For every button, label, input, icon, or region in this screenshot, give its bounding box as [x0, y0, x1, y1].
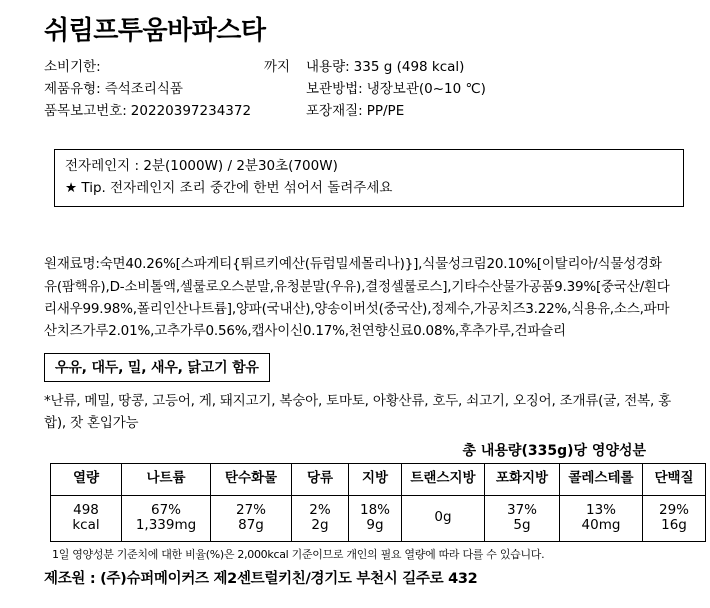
packaging-value: PP/PE: [366, 102, 405, 119]
nutrition-protein-percent: 29%: [658, 501, 689, 518]
nutrition-sugars-percent: 2%: [309, 501, 331, 518]
manufacturer-value: (주)슈퍼메이커즈 제2센트럴키친/경기도 부천시 길주로 432: [100, 571, 478, 588]
nutrition-cholesterol-percent: 13%: [585, 501, 616, 518]
nutrition-cell-cholesterol: [560, 496, 643, 542]
nutrition-carbohydrate-percent: 27%: [235, 501, 266, 518]
info-row-product-type: [44, 79, 306, 101]
nutrition-saturatedfat-percent: 37%: [506, 501, 537, 518]
nutrition-cell-carbohydrate: [211, 496, 292, 542]
storage-label: 보관방법:: [306, 81, 363, 98]
nutrition-header-row: [51, 464, 706, 496]
nutrition-header-carbohydrate: 탄수화물: [211, 464, 292, 496]
expiry-label: 소비기한:: [44, 59, 101, 76]
nutrition-cell-protein: [643, 496, 706, 542]
may-contain-text: *난류, 메밀, 땅콩, 고등어, 게, 돼지고기, 복숭아, 토마토, 아황산류, 호두, 쇠고기, 오징어, 조개류(굴, 전복, 홍합), 잣 혼입가능: [44, 392, 671, 431]
report-number-value: 20220397234372: [130, 102, 252, 119]
nutrition-cell-fat: [349, 496, 402, 542]
packaging-label: 포장재질:: [306, 102, 363, 119]
info-row-report-number: [44, 101, 306, 123]
net-weight-label: 내용량:: [306, 59, 350, 76]
nutrition-transfat-amount: 0g: [434, 509, 452, 526]
info-row-packaging: [306, 101, 672, 123]
product-info-left-column: [44, 57, 306, 123]
cooking-instruction-tip: ★ Tip. 전자레인지 조리 중간에 한번 섞어서 돌려주세요: [65, 180, 393, 197]
expiry-value: 까지: [263, 59, 290, 76]
product-info-right-column: [306, 57, 672, 123]
nutrition-calories-unit: kcal: [72, 517, 100, 534]
nutrition-fat-percent: 18%: [359, 501, 390, 518]
nutrition-sugars-amount: 2g: [311, 517, 329, 534]
nutrition-table: [50, 463, 706, 542]
nutrition-cell-sodium: [122, 496, 211, 542]
manufacturer-label: 제조원 :: [44, 571, 96, 588]
nutrition-header-protein: 단백질: [643, 464, 706, 496]
nutrition-cell-transfat: [402, 496, 485, 542]
product-info-block: [44, 57, 672, 123]
nutrition-header-transfat: 트랜스지방: [402, 464, 485, 496]
manufacturer-row: [44, 567, 672, 588]
nutrition-protein-amount: 16g: [661, 517, 687, 534]
nutrition-sodium-amount: 1,339mg: [135, 517, 197, 534]
info-row-expiry: [44, 57, 290, 79]
ingredients-text: 원재료명:숙면40.26%[스파게티{튀르키예산(듀럼밀세몰리나)}],식물성크림20.10%[이탈리아/식물성경화유(팜핵유),D-소비톨액,셀룰로오스분말,유청분말(우유),결정셀룰로스],기타수산물가공품9.39%[중국산/흰다리새우99.98%,폴리인산나트륨],양파(국내산),양송이버섯(중국산),정제수,가공치즈3.22%,식용유,소스,파마산치즈가루2.01%,고추가루0.56%,캡사이신0.17%,천연향신료0.08%,후추가루,건파슬리: [44, 256, 670, 340]
nutrition-cell-sugars: [292, 496, 349, 542]
report-number-label: 품목보고번호:: [44, 102, 127, 119]
nutrition-carbohydrate-amount: 87g: [238, 517, 264, 534]
info-row-storage: [306, 79, 672, 101]
nutrition-daily-value-note: 1일 영양성분 기준치에 대한 비율(%)은 2,000kcal 기준이므로 개인의 필요 열량에 따라 다를 수 있습니다.: [52, 548, 545, 562]
info-row-net-weight: [306, 57, 672, 79]
nutrition-header-cholesterol: 콜레스테롤: [560, 464, 643, 496]
product-type-label: 제품유형:: [44, 81, 101, 98]
nutrition-saturatedfat-amount: 5g: [513, 517, 531, 534]
cooking-instruction-microwave: 전자레인지 : 2분(1000W) / 2분30초(700W): [65, 157, 338, 174]
cooking-instructions-box: [54, 149, 684, 207]
nutrition-fat-amount: 9g: [366, 517, 384, 534]
nutrition-cholesterol-amount: 40mg: [581, 517, 621, 534]
nutrition-header-sodium: 나트륨: [122, 464, 211, 496]
allergen-box: 우유, 대두, 밀, 새우, 닭고기 함유: [44, 353, 270, 382]
nutrition-header-saturatedfat: 포화지방: [485, 464, 560, 496]
nutrition-cell-saturatedfat: [485, 496, 560, 542]
nutrition-cell-calories: [51, 496, 122, 542]
nutrition-sodium-percent: 67%: [150, 501, 181, 518]
net-weight-value: 335 g (498 kcal): [353, 59, 465, 76]
page-title: 쉬림프투움바파스타: [44, 16, 266, 46]
nutrition-calories-amount: 498: [73, 501, 99, 518]
product-type-value: 즉석조리식품: [104, 81, 183, 98]
nutrition-header-fat: 지방: [349, 464, 402, 496]
storage-value: 냉장보관(0~10 ℃): [366, 81, 486, 98]
nutrition-header-calories: 열량: [51, 464, 122, 496]
nutrition-header-sugars: 당류: [292, 464, 349, 496]
nutrition-value-row: [51, 496, 706, 542]
nutrition-caption: 총 내용량(335g)당 영양성분: [462, 443, 646, 460]
